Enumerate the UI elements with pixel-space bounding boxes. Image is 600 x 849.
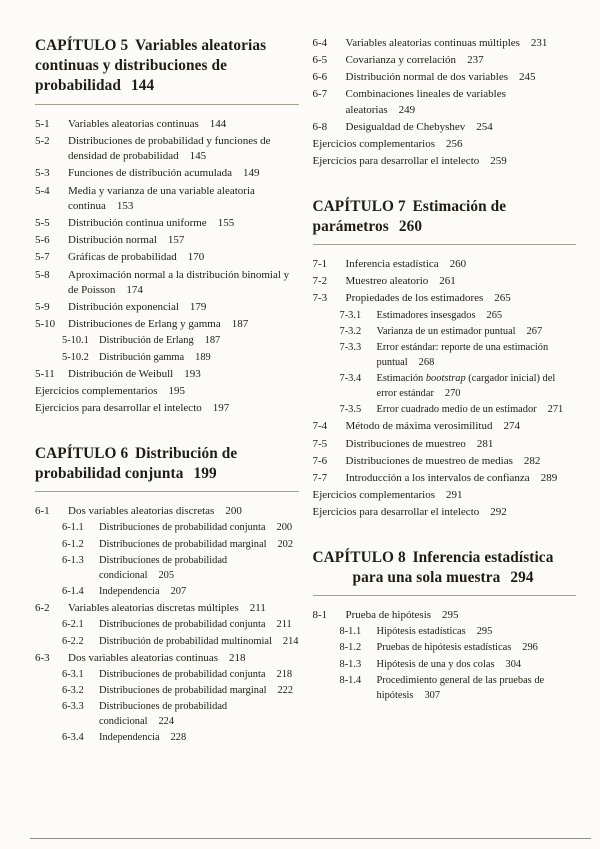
toc-entry-list: [313, 257, 577, 520]
entry-number: 7-2: [312, 275, 328, 288]
toc-entry-8-1-3: [313, 658, 577, 673]
chapter-heading-cap-tulo-6: [35, 444, 299, 484]
entry-number: 8-1.1: [339, 626, 362, 638]
entry-number: 5-8: [35, 268, 50, 281]
entry-text: [99, 668, 299, 683]
entry-title: Variables aleatorias discretas múltiples: [68, 602, 239, 615]
entry-title: Ejercicios complementarios: [312, 138, 435, 151]
entry-text: [68, 504, 299, 520]
entry-page-number: 195: [168, 385, 185, 398]
entry-text: [99, 585, 299, 600]
entry-title: Ejercicios complementarios: [35, 385, 158, 398]
entry-text: [68, 184, 299, 215]
entry-number: 5-7: [35, 251, 50, 264]
entry-text: [99, 635, 299, 650]
entry-page-number: 153: [116, 200, 134, 213]
entry-number: 5-3: [35, 167, 50, 180]
entry-page-number: 268: [418, 356, 435, 368]
toc-entry-5-10-2: [35, 351, 299, 366]
entry-title: Distribuciones de probabilidad conjunta: [99, 668, 266, 680]
entry-title: Inferencia estadística: [345, 258, 439, 271]
entry-number: 7-3.5: [339, 404, 362, 416]
entry-page-number: 207: [170, 585, 187, 597]
entry-text: [68, 300, 299, 316]
entry-page-number: 187: [204, 335, 221, 347]
entry-page-number: 211: [249, 602, 266, 615]
page-edge-line: [30, 838, 591, 839]
entry-title: Variables aleatorias continuas: [68, 117, 199, 130]
toc-entry-6-3-1: [35, 668, 299, 683]
entry-number: 7-4: [312, 420, 328, 433]
entry-page-number: 267: [526, 325, 543, 337]
chapter-heading-cap-tulo-7: [313, 197, 577, 237]
toc-column-right: [313, 36, 577, 748]
entry-page-number: 157: [167, 234, 185, 247]
entry-page-number: 254: [476, 121, 493, 134]
entry-page-number: 265: [486, 309, 503, 321]
entry-title: Distribución de probabilidad multinomial: [99, 635, 272, 647]
entry-number: 5-10: [35, 318, 56, 331]
entry-page-number: 144: [209, 117, 227, 130]
entry-title: Distribuciones de muestreo de medias: [345, 454, 513, 467]
entry-number: 6-2: [35, 602, 50, 615]
chapter-rule-cap-tulo-8: [313, 595, 577, 596]
entry-title: Estimadores insesgados: [376, 309, 476, 321]
toc-entry-6-4: [313, 36, 577, 52]
entry-title: Distribuciones de probabilidad y funciones de densidad de probabilidad: [68, 134, 271, 163]
entry-text: [377, 325, 577, 340]
entry-number: 6-2.1: [62, 619, 84, 631]
entry-title: Muestreo aleatorio: [345, 275, 429, 288]
entry-text: [68, 367, 299, 383]
toc-entry-6-1: [35, 504, 299, 520]
entry-title: Covarianza y correlación: [345, 54, 457, 67]
entry-page-number: 289: [540, 471, 558, 484]
toc-entry-6-3: [35, 651, 299, 667]
entry-page-number: 189: [195, 351, 211, 363]
entry-text: [68, 250, 299, 266]
entry-page-number: 296: [522, 642, 538, 654]
entry-text: [346, 608, 577, 624]
toc-entry-7-6: [313, 454, 577, 470]
entry-page-number: 170: [187, 251, 205, 264]
entry-title: Distribuciones de probabilidad condicional: [99, 701, 228, 728]
chapter-title: Distribución de probabilidad conjunta: [35, 444, 238, 483]
entry-title: Distribución normal: [68, 234, 157, 247]
entry-text: [99, 538, 299, 553]
entry-number: 8-1: [312, 608, 328, 621]
entry-page-number: 211: [276, 619, 292, 631]
entry-text: [346, 87, 577, 118]
toc-entry-6-2-1: [35, 618, 299, 633]
entry-page-number: 224: [158, 716, 175, 728]
toc-entry-ejercicios-para-desarrollar-el-intelecto: [35, 401, 299, 417]
entry-page-number: 218: [276, 668, 293, 680]
entry-number: 5-5: [35, 217, 50, 230]
entry-page-number: 205: [158, 569, 175, 581]
entry-title: Distribuciones de Erlang y gamma: [68, 318, 221, 331]
entry-title: Propiedades de los estimadores: [345, 292, 484, 305]
entry-number: 8-1.2: [339, 642, 362, 654]
entry-number: 7-3.4: [339, 373, 362, 385]
chapter-rule-cap-tulo-5: [35, 104, 299, 105]
entry-page-number: 256: [445, 138, 463, 151]
toc-entry-list: [313, 608, 577, 703]
entry-title: Distribuciones de probabilidad marginal: [99, 538, 267, 550]
entry-number: 7-3: [312, 292, 328, 305]
entry-text: [377, 641, 577, 656]
toc-entry-7-4: [313, 419, 577, 435]
entry-text: [68, 233, 299, 249]
entry-text: [99, 351, 299, 366]
entry-title: Independencia: [99, 732, 160, 744]
toc-entry-5-7: [35, 250, 299, 266]
toc-columns: [35, 36, 576, 748]
toc-entry-5-3: [35, 166, 299, 182]
entry-page-number: 295: [442, 608, 459, 621]
chapter-page-number: 199: [193, 465, 217, 483]
toc-entry-5-5: [35, 216, 299, 232]
entry-page-number: 270: [444, 387, 461, 399]
entry-page-number: 214: [282, 635, 299, 647]
entry-number: 6-3.4: [62, 732, 84, 744]
entry-number: 5-10.1: [62, 335, 89, 347]
entry-text: [346, 454, 577, 470]
entry-text: [99, 700, 299, 730]
toc-entry-6-6: [313, 70, 577, 86]
toc-entry-6-3-3: [35, 700, 299, 730]
entry-text: [377, 403, 577, 418]
entry-number: 7-6: [312, 454, 328, 467]
toc-entry-7-3-4: [313, 372, 577, 402]
entry-text: [99, 334, 299, 349]
chapter-page-number: 294: [510, 568, 534, 586]
entry-number: 5-10.2: [62, 351, 89, 363]
entry-title: Procedimiento general de las pruebas de hipótesis: [376, 674, 545, 701]
entry-page-number: 282: [523, 454, 541, 467]
chapter-label: CAPÍTULO 8: [312, 548, 406, 566]
toc-entry-5-4: [35, 184, 299, 215]
toc-entry-ejercicios-complementarios: [35, 384, 299, 400]
entry-number: 6-4: [312, 37, 328, 49]
entry-number: 6-1.4: [62, 585, 84, 597]
toc-entry-8-1: [313, 608, 577, 624]
entry-text: [346, 120, 577, 136]
entry-title: Independencia: [99, 585, 160, 597]
entry-page-number: 245: [519, 71, 536, 84]
entry-title: Aproximación normal a la distribución binomial y de Poisson: [68, 268, 290, 297]
entry-number: 5-9: [35, 301, 50, 314]
chapter-label: CAPÍTULO 7: [312, 197, 406, 215]
entry-text: [377, 658, 577, 673]
entry-text: [99, 521, 299, 536]
entry-text: [99, 684, 299, 699]
entry-text: [377, 372, 577, 402]
toc-entry-6-8: [313, 120, 577, 136]
entry-number: 6-7: [312, 88, 328, 101]
chapter-heading-cap-tulo-8: [313, 548, 577, 588]
entry-number: 6-6: [312, 71, 328, 84]
entry-text: [68, 166, 299, 182]
toc-entry-6-1-1: [35, 521, 299, 536]
entry-number: 7-3.1: [339, 309, 362, 321]
toc-entry-6-1-3: [35, 554, 299, 584]
entry-title-segment: (cargador inicial) del error estándar: [376, 373, 556, 399]
entry-text: [99, 554, 299, 584]
entry-title: Media y varianza de una variable aleatoria continua: [68, 184, 255, 213]
toc-entry-7-3-5: [313, 403, 577, 418]
entry-title: Hipótesis de una y dos colas: [376, 658, 495, 670]
entry-number: 7-3.2: [339, 325, 362, 337]
chapter-title: Estimación de parámetros: [312, 197, 507, 236]
entry-text: [377, 674, 577, 704]
entry-page-number: 149: [243, 167, 260, 180]
entry-number: 6-8: [312, 121, 328, 134]
entry-page-number: 179: [189, 301, 207, 314]
chapter-heading-cap-tulo-5: [35, 36, 299, 97]
entry-page-number: 265: [494, 292, 511, 305]
toc-entry-5-2: [35, 134, 299, 165]
entry-number: 5-4: [35, 184, 50, 197]
entry-page-number: 218: [228, 651, 246, 664]
toc-entry-6-5: [313, 53, 577, 69]
entry-text: [346, 257, 577, 273]
chapter-label: CAPÍTULO 5: [35, 37, 129, 54]
entry-title: Ejercicios para desarrollar el intelecto: [312, 155, 480, 168]
entry-page-number: 281: [476, 437, 494, 450]
entry-title: Distribuciones de probabilidad marginal: [99, 685, 267, 697]
entry-text: [68, 317, 299, 333]
toc-entry-7-3-2: [313, 325, 577, 340]
entry-page-number: 295: [476, 626, 493, 638]
entry-text: [377, 309, 577, 324]
entry-text: [313, 155, 507, 167]
entry-page-number: 200: [276, 522, 293, 534]
entry-number: 5-11: [35, 368, 55, 381]
entry-text: [99, 618, 299, 633]
entry-page-number: 261: [439, 275, 456, 288]
toc-column-left: [35, 36, 299, 748]
entry-number: 7-3.3: [339, 342, 362, 354]
entry-title: Pruebas de hipótesis estadísticas: [376, 642, 512, 654]
entry-title: Distribución continua uniforme: [68, 217, 207, 230]
entry-title: Hipótesis estadísticas: [376, 626, 466, 638]
entry-number: 6-2.2: [62, 635, 84, 647]
entry-title: Desigualdad de Chebyshev: [345, 121, 466, 134]
entry-text: [99, 731, 299, 746]
entry-number: 5-2: [35, 134, 50, 147]
entry-title: Dos variables aleatorias discretas: [68, 505, 215, 518]
entry-page-number: 222: [277, 685, 294, 697]
entry-number: 6-1.1: [62, 522, 84, 534]
entry-text: [68, 651, 299, 667]
toc-entry-7-2: [313, 274, 577, 290]
chapter-rule-cap-tulo-6: [35, 491, 299, 492]
entry-page-number: 260: [449, 258, 467, 271]
toc-entry-7-3-1: [313, 309, 577, 324]
toc-entry-8-1-1: [313, 625, 577, 640]
entry-title: Ejercicios complementarios: [312, 488, 435, 501]
toc-entry-ejercicios-complementarios: [313, 488, 577, 504]
entry-text: [346, 53, 577, 69]
entry-number: 6-1.3: [62, 554, 84, 566]
entry-number: 7-7: [312, 471, 328, 484]
entry-page-number: 249: [398, 103, 416, 116]
entry-number: 6-3.2: [62, 685, 84, 697]
entry-title: Distribuciones de muestreo: [345, 437, 466, 450]
toc-entry-list: [35, 504, 299, 746]
entry-number: 5-6: [35, 234, 50, 247]
entry-title: Combinaciones lineales de variables aleatorias: [345, 88, 506, 116]
entry-title-segment: Estimación: [376, 373, 426, 385]
toc-entry-5-9: [35, 300, 299, 316]
toc-entry-5-10-1: [35, 334, 299, 349]
toc-entry-6-2-2: [35, 635, 299, 650]
toc-entry-5-10: [35, 317, 299, 333]
toc-entry-7-3: [313, 291, 577, 307]
entry-text: [377, 341, 577, 371]
entry-text: [346, 70, 577, 86]
entry-page-number: 174: [126, 284, 143, 297]
entry-title: Distribución de Erlang: [99, 335, 194, 347]
entry-text: [377, 625, 577, 640]
entry-text: [346, 437, 577, 453]
toc-entry-7-3-3: [313, 341, 577, 371]
entry-page-number: 193: [184, 368, 201, 381]
entry-number: 8-1.3: [339, 658, 362, 670]
toc-entry-list: [313, 36, 577, 170]
toc-entry-7-5: [313, 437, 577, 453]
entry-number: 6-3: [35, 651, 50, 664]
entry-page-number: 274: [503, 420, 520, 433]
entry-page-number: 202: [277, 538, 294, 550]
chapter-page-number: 144: [130, 77, 155, 95]
entry-text: [313, 506, 507, 518]
entry-text: [68, 216, 299, 232]
entry-page-number: 145: [189, 150, 207, 163]
entry-number: 6-5: [312, 54, 328, 67]
chapter-page-number: 260: [398, 218, 423, 236]
entry-title: Varianza de un estimador puntual: [376, 325, 516, 337]
toc-entry-ejercicios-para-desarrollar-el-intelecto: [313, 505, 577, 521]
chapter-rule-cap-tulo-7: [313, 244, 577, 245]
entry-title: Gráficas de probabilidad: [68, 251, 177, 264]
entry-number: 8-1.4: [339, 674, 362, 686]
entry-title: Distribución normal de dos variables: [345, 71, 509, 84]
entry-text: [346, 36, 577, 52]
chapter-title: Variables aleatorias continuas y distribuciones de probabilidad: [35, 37, 267, 95]
toc-entry-8-1-4: [313, 674, 577, 704]
entry-page-number: 237: [467, 54, 484, 67]
entry-title: Método de máxima verosimilitud: [345, 420, 493, 433]
toc-entry-7-1: [313, 257, 577, 273]
entry-page-number: 231: [530, 37, 548, 49]
toc-entry-5-6: [35, 233, 299, 249]
entry-title: Funciones de distribución acumulada: [68, 167, 233, 180]
toc-entry-8-1-2: [313, 641, 577, 656]
toc-entry-5-8: [35, 268, 299, 299]
toc-entry-6-1-4: [35, 585, 299, 600]
chapter-title: Inferencia estadística para una sola muestra: [352, 548, 554, 586]
chapter-label: CAPÍTULO 6: [35, 444, 129, 462]
entry-number: 7-5: [312, 437, 328, 450]
entry-title: Distribución exponencial: [68, 301, 179, 314]
entry-number: 6-1: [35, 505, 50, 518]
entry-number: 6-3.3: [62, 701, 84, 713]
entry-page-number: 259: [490, 155, 507, 168]
toc-entry-5-1: [35, 117, 299, 133]
entry-text: [35, 385, 185, 397]
entry-title: Introducción a los intervalos de confianza: [345, 471, 530, 484]
entry-title: Error estándar: reporte de una estimación puntual: [376, 342, 549, 368]
entry-page-number: 187: [231, 318, 249, 331]
entry-title: Dos variables aleatorias continuas: [68, 651, 218, 664]
entry-title: Distribuciones de probabilidad conjunta: [99, 619, 266, 631]
entry-text: [346, 419, 577, 435]
entry-page-number: 291: [445, 488, 463, 501]
entry-text: [346, 291, 577, 307]
entry-number: 5-1: [35, 117, 50, 130]
entry-number: 6-3.1: [62, 668, 84, 680]
entry-title: Error cuadrado medio de un estimador: [376, 404, 537, 416]
entry-title: Ejercicios para desarrollar el intelecto: [312, 505, 480, 518]
entry-title: Distribución gamma: [99, 351, 185, 363]
toc-entry-5-11: [35, 367, 299, 383]
toc-entry-ejercicios-complementarios: [313, 137, 577, 153]
entry-title: Variables aleatorias continuas múltiples: [345, 37, 520, 49]
entry-text: [35, 402, 229, 414]
entry-number: 7-1: [312, 258, 328, 271]
toc-entry-6-3-4: [35, 731, 299, 746]
entry-text: [68, 117, 299, 133]
entry-text: [68, 601, 299, 617]
toc-entry-6-1-2: [35, 538, 299, 553]
toc-entry-6-3-2: [35, 684, 299, 699]
entry-text: [346, 471, 577, 487]
toc-entry-6-2: [35, 601, 299, 617]
entry-title: Distribuciones de probabilidad condicional: [99, 554, 228, 581]
entry-title: Prueba de hipótesis: [345, 608, 432, 621]
entry-title: Ejercicios para desarrollar el intelecto: [35, 402, 202, 415]
entry-number: 6-1.2: [62, 538, 84, 550]
entry-text: [68, 268, 299, 299]
toc-entry-6-7: [313, 87, 577, 118]
entry-page-number: 197: [212, 402, 230, 415]
entry-title: Distribución de Weibull: [68, 368, 174, 381]
entry-page-number: 155: [217, 217, 235, 230]
entry-title: [377, 373, 556, 399]
toc-entry-7-7: [313, 471, 577, 487]
entry-page-number: 228: [170, 732, 187, 744]
entry-text: [313, 138, 463, 150]
entry-page-number: 304: [505, 658, 522, 670]
entry-page-number: 292: [490, 505, 507, 518]
entry-page-number: 271: [547, 404, 564, 416]
entry-title: Distribuciones de probabilidad conjunta: [99, 522, 266, 534]
entry-text: [346, 274, 577, 290]
entry-text: [68, 134, 299, 165]
toc-entry-list: [35, 117, 299, 417]
entry-page-number: 307: [424, 689, 441, 701]
toc-entry-ejercicios-para-desarrollar-el-intelecto: [313, 154, 577, 170]
entry-text: [313, 489, 463, 501]
entry-title-italic-segment: bootstrap: [425, 373, 466, 385]
entry-page-number: 200: [225, 505, 242, 518]
